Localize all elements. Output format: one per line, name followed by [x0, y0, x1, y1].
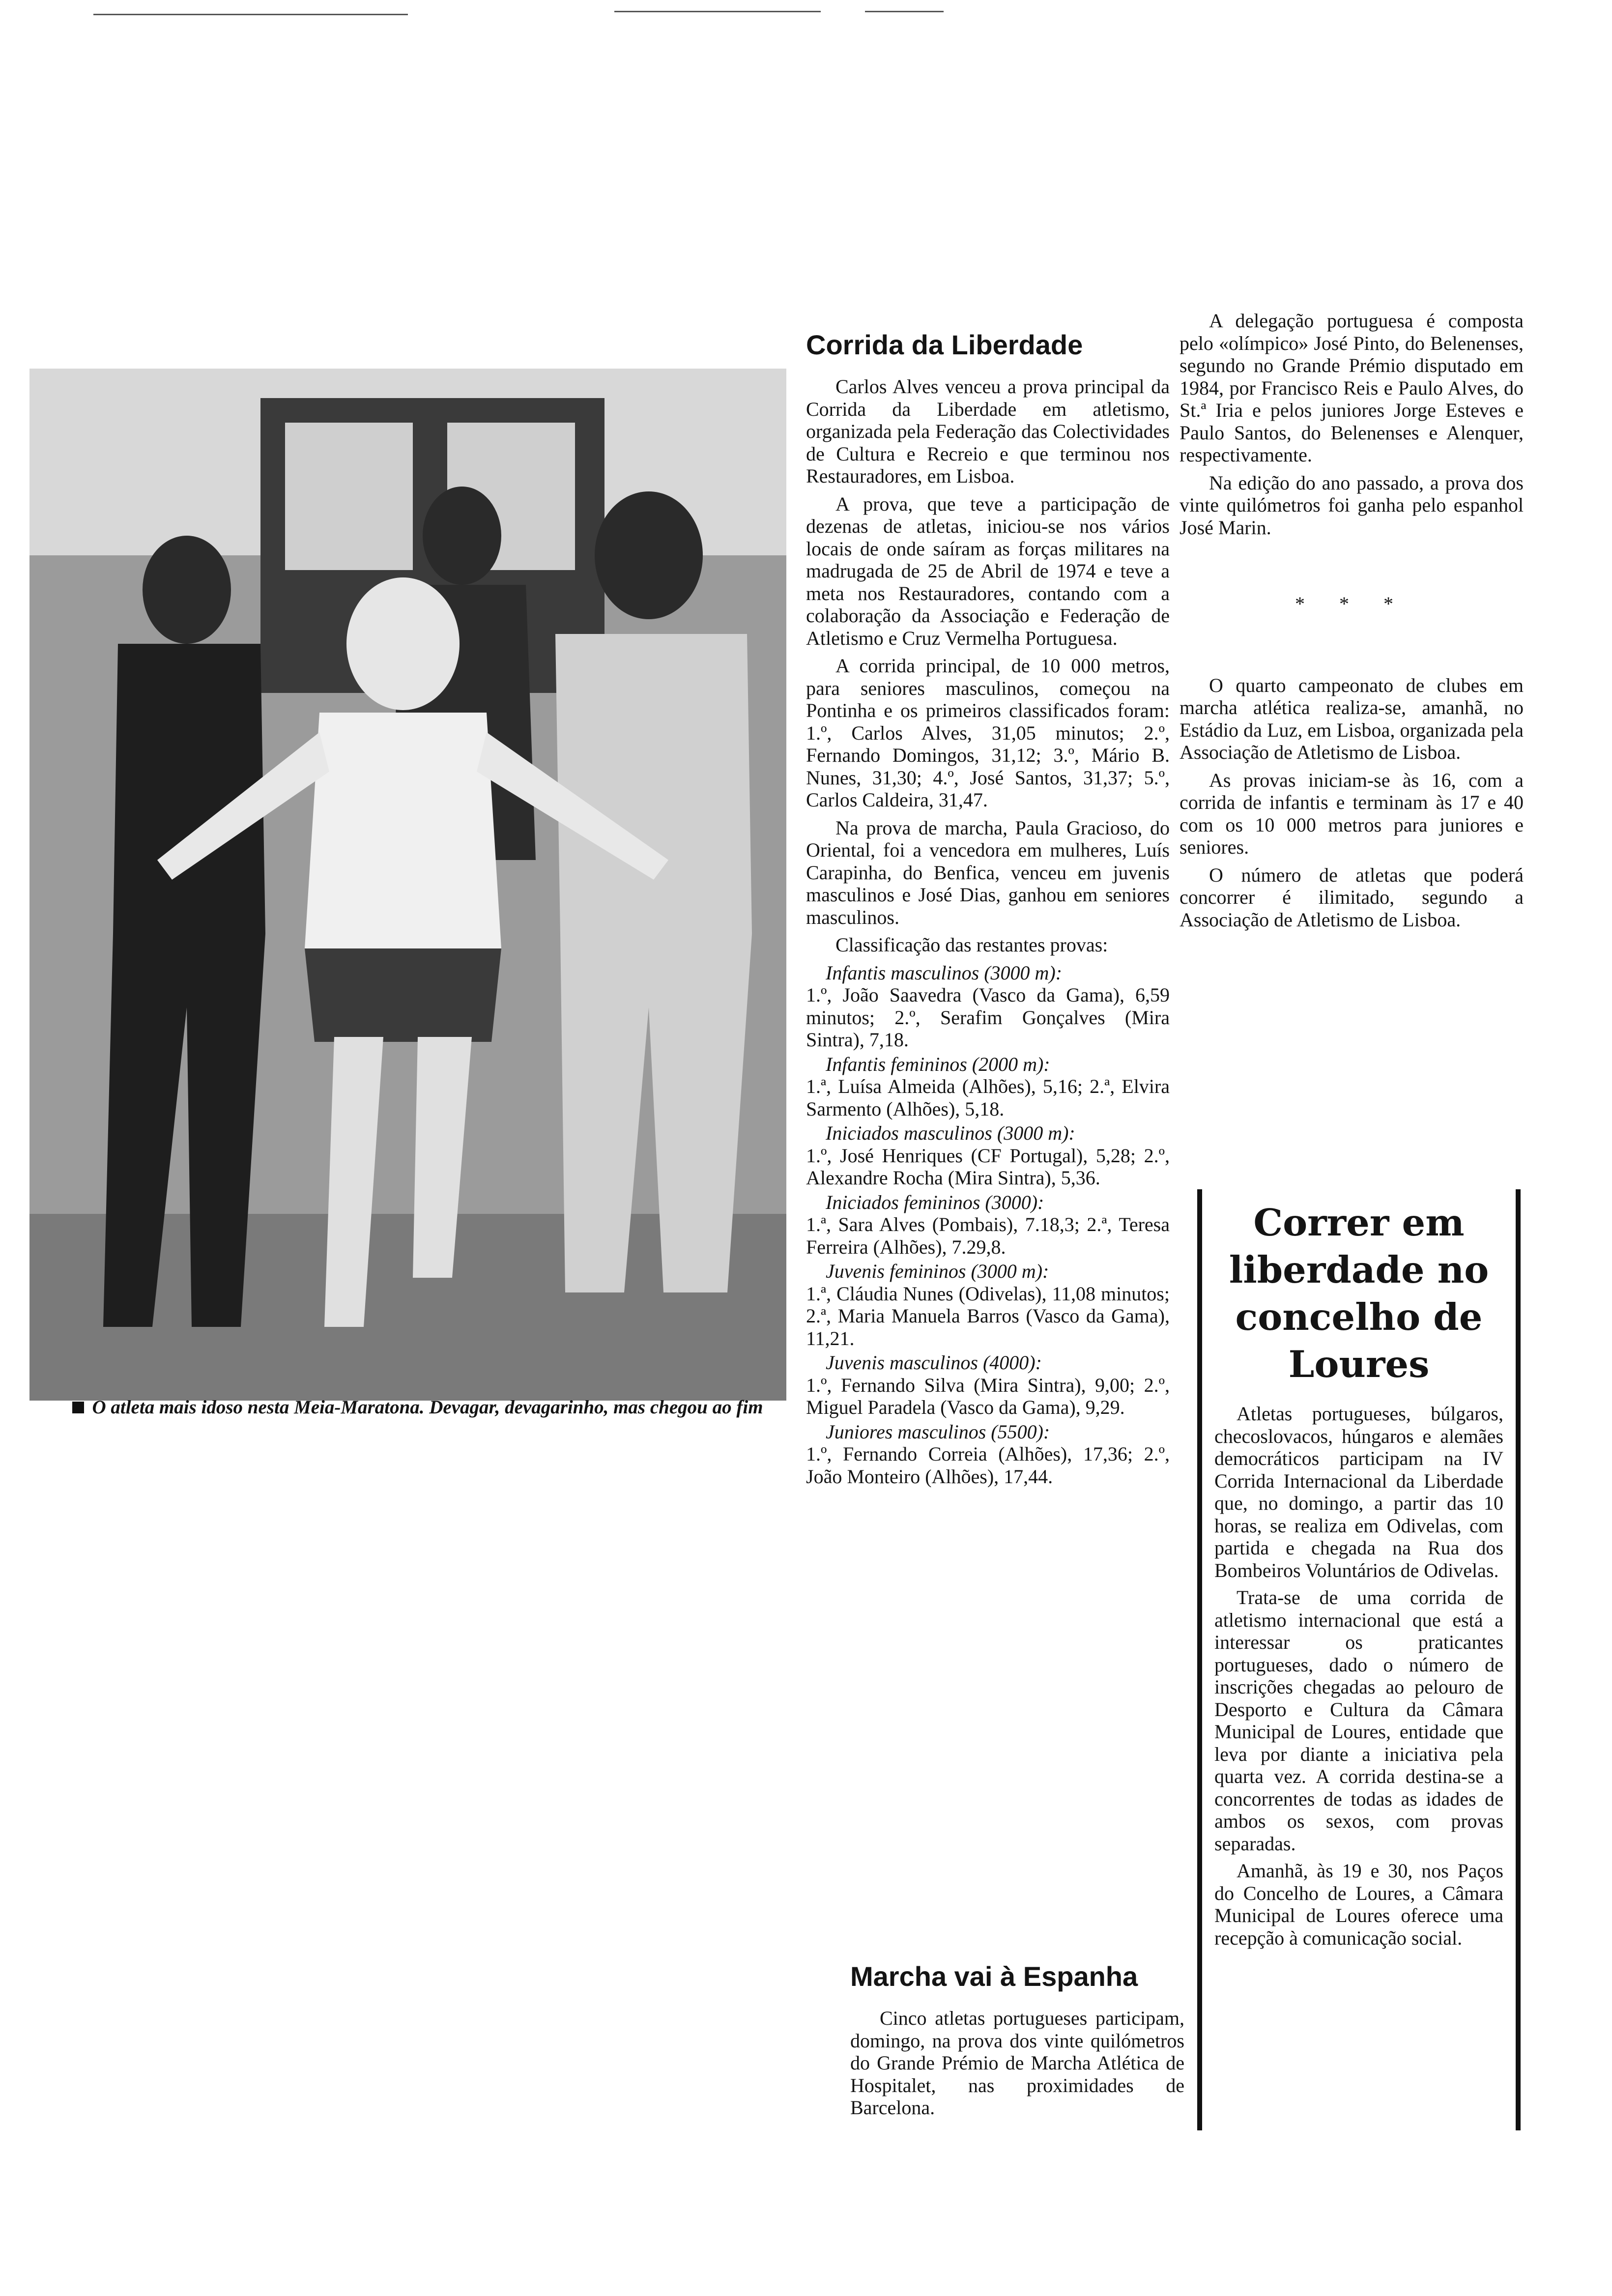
- caption-text: O atleta mais idoso nesta Meia-Maratona. Devagar, devagarinho, mas chegou ao fim: [92, 1397, 763, 1418]
- column-article-2-start: [850, 1961, 1184, 2124]
- article-2-headline: Marcha vai à Espanha: [850, 1961, 1138, 1992]
- result-category: Juvenis masculinos (4000):: [826, 1351, 1042, 1374]
- top-rule-left: [93, 14, 408, 15]
- result-category: Infantis femininos (2000 m):: [826, 1053, 1050, 1075]
- article-2-paragraph: A delegação portuguesa é composta pelo «olímpico» José Pinto, do Belenenses, segundo no Grande Prémio disputado em 1984, por Francisco Reis e Paulo Alves, do St.ª Iria e pelos juniores Jorge Esteves e Paulo Santos, do Belenenses e Alenquer, respectivamente.: [1180, 310, 1524, 466]
- result-category: Iniciados femininos (3000):: [826, 1191, 1044, 1213]
- result-text: 1.ª, Luísa Almeida (Alhões), 5,16; 2.ª, Elvira Sarmento (Alhões), 5,18.: [806, 1075, 1170, 1120]
- article-1-paragraph: Classificação das restantes provas:: [835, 934, 1108, 956]
- result-category: Juniores masculinos (5500):: [826, 1420, 1050, 1443]
- article-4-paragraph: Amanhã, às 19 e 30, nos Paços do Concelho de Loures, a Câmara Municipal de Loures oferece uma recepção à comunicação social.: [1214, 1860, 1503, 1949]
- article-1-paragraph: A prova, que teve a participação de dezenas de atletas, iniciou-se nos vários locais de onde saíram as forças militares na madrugada de 25 de Abril de 1974 e teve a meta nos Restauradores, contando com a colaboração da Associação e Federação de Atletismo e Cruz Vermelha Portuguesa.: [806, 492, 1170, 649]
- result-text: 1.ª, Sara Alves (Pombais), 7.18,3; 2.ª, Teresa Ferreira (Alhões), 7.29,8.: [806, 1213, 1170, 1258]
- result-text: 1.º, Fernando Silva (Mira Sintra), 9,00; 2.º, Miguel Paradela (Vasco da Gama), 9,29.: [806, 1374, 1170, 1418]
- result-text: 1.ª, Cláudia Nunes (Odivelas), 11,08 minutos; 2.ª, Maria Manuela Barros (Vasco da Gama), 11,21.: [806, 1282, 1170, 1349]
- result-text: 1.º, Fernando Correia (Alhões), 17,36; 2.º, João Monteiro (Alhões), 17,44.: [806, 1443, 1170, 1488]
- result-text: 1.º, João Saavedra (Vasco da Gama), 6,59 minutos; 2.º, Serafim Gonçalves (Mira Sintra), 7,18.: [806, 984, 1170, 1051]
- column-right-upper: [1180, 310, 1524, 936]
- article-3-paragraph: O quarto campeonato de clubes em marcha atlética realiza-se, amanhã, no Estádio da Luz, em Lisboa, organizada pela Associação de Atletismo de Lisboa.: [1180, 674, 1524, 763]
- article-2-paragraph: Na edição do ano passado, a prova dos vinte quilómetros foi ganha pelo espanhol José Marin.: [1180, 471, 1524, 539]
- article-1-headline: Corrida da Liberdade: [806, 329, 1083, 360]
- results-list: [806, 962, 1170, 1488]
- article-4-headline: Correr em liberdade no concelho de Loures: [1229, 1201, 1489, 1386]
- top-rule-right: [865, 11, 944, 12]
- news-photo: [29, 369, 786, 1401]
- article-2-paragraph: Cinco atletas portugueses participam, domingo, na prova dos vinte quilómetros do Grande Prémio de Marcha Atlética de Hospitalet, nas proximidades de Barcelona.: [850, 2007, 1184, 2119]
- separator-asterisks: * * *: [1295, 593, 1408, 615]
- top-rule-mid: [614, 11, 821, 12]
- article-4-paragraph: Trata-se de uma corrida de atletismo internacional que está a interessar os praticantes portugueses, dado o número de inscrições chegadas ao pelouro de Desporto e Cultura da Câmara Municipal de Loures, entidade que leva por diante a iniciativa pela quarta vez. A corrida destina-se a concorrentes de todas as idades de ambos os sexos, com provas separadas.: [1214, 1586, 1503, 1855]
- result-category: Juvenis femininos (3000 m):: [826, 1260, 1049, 1282]
- photo-caption: [39, 1396, 796, 1419]
- article-3-paragraph: As provas iniciam-se às 16, com a corrida de infantis e terminam às 17 e 40 com os 10 000 metros para juniores e seniores.: [1180, 769, 1524, 858]
- caption-bullet-icon: [72, 1402, 84, 1413]
- article-3-paragraph: O número de atletas que poderá concorrer é ilimitado, segundo a Associação de Atletismo de Lisboa.: [1180, 863, 1524, 931]
- article-4-paragraph: Atletas portugueses, búlgaros, checoslovacos, húngaros e alemães democráticos participam na IV Corrida Internacional da Liberdade que, no domingo, a partir das 10 horas, se realiza em Odivelas, com partida e chegada na Rua dos Bombeiros Voluntários de Odivelas.: [1214, 1403, 1503, 1581]
- result-text: 1.º, José Henriques (CF Portugal), 5,28; 2.º, Alexandre Rocha (Mira Sintra), 5,36.: [806, 1144, 1170, 1189]
- boxed-article: [1197, 1189, 1521, 2130]
- column-article-1: [806, 329, 1170, 1490]
- article-1-paragraph: Na prova de marcha, Paula Gracioso, do Oriental, foi a vencedora em mulheres, Luís Carapinha, do Benfica, venceu em juvenis masculinos e José Dias, ganhou em seniores masculinos.: [806, 816, 1170, 928]
- result-category: Iniciados masculinos (3000 m):: [826, 1122, 1075, 1144]
- article-1-paragraph: A corrida principal, de 10 000 metros, para seniores masculinos, começou na Pontinha e os primeiros classificados foram: 1.º, Carlos Alves, 31,05 minutos; 2.º, Fernando Domingos, 31,12; 3.º, Mário B. Nunes, 31,30; 4.º, José Santos, 31,37; 5.º, Carlos Caldeira, 31,47.: [806, 655, 1170, 811]
- article-1-paragraph: Carlos Alves venceu a prova principal da Corrida da Liberdade em atletismo, organizada pela Federação das Colectividades de Cultura e Recreio e que terminou nos Restauradores, em Lisboa.: [806, 375, 1170, 487]
- result-category: Infantis masculinos (3000 m):: [826, 961, 1063, 984]
